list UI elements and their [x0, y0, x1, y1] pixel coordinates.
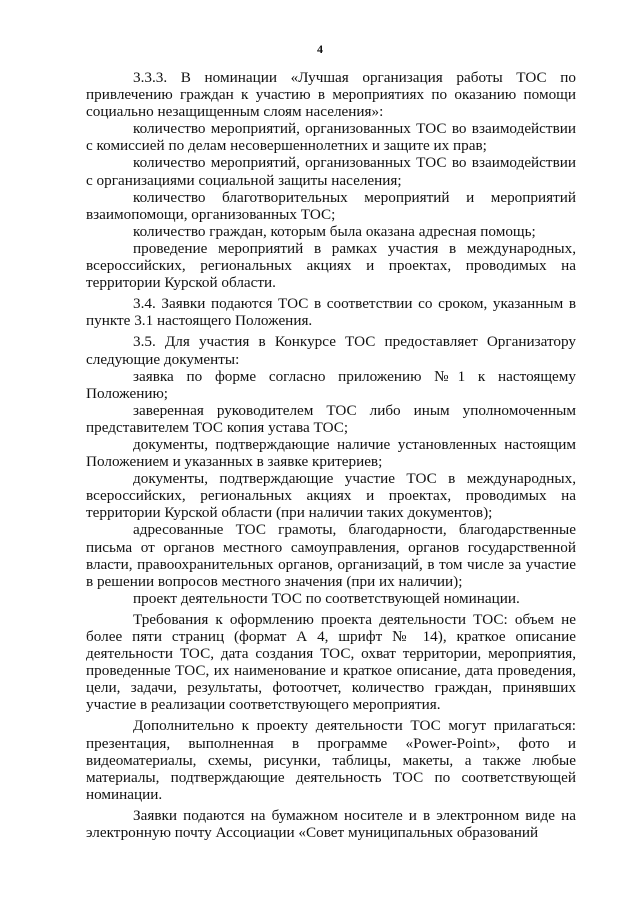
document-body [86, 69, 576, 841]
document-charter-copy: заверенная руководителем ТОС либо иным уполномоченным представителем ТОС копия устава ТОС; [86, 401, 576, 436]
criterion-social-protection-events: количество мероприятий, организованных ТОС во взаимодействии с организациями социальной защиты населения; [86, 154, 576, 189]
document-criteria-confirmation: документы, подтверждающие наличие установленных настоящим Положением и указанных в заявке критериев; [86, 435, 576, 471]
criterion-charity-events: количество благотворительных мероприятий и мероприятий взаимопомощи, организованных ТОС; [86, 188, 576, 223]
paragraph-3-3-3-nomination: 3.3.3. В номинации «Лучшая организация работы ТОС по привлечению граждан к участию в мероприятиях по оказанию помощи социально незащищенным слоям населения»: [86, 69, 576, 121]
page-number: 4 [317, 42, 323, 56]
document-project: проект деятельности ТОС по соответствующей номинации. [133, 589, 520, 607]
document-awards-letters: адресованные ТОС грамоты, благодарности, благодарственные письма от органов местного самоуправления, органов государственной власти, правоохранительных органов, организаций, в том числе за участие в решении вопросов местного значения (при их наличии); [86, 521, 576, 590]
criterion-campaigns-participation: проведение мероприятий в рамках участия в международных, всероссийских, региональных акциях и проектах, проводимых на территории Курской области. [86, 239, 576, 292]
document-participation-confirmation: документы, подтверждающие участие ТОС в международных, всероссийских, региональных акциях и проектах, проводимых на территории Курской области (при наличии таких документов); [86, 470, 576, 522]
document-application-form: заявка по форме согласно приложению №1 к настоящему Положению; [86, 367, 576, 402]
submission-method: Заявки подаются на бумажном носителе и в электронном виде на электронную почту Ассоциации «Совет муниципальных образований [86, 806, 576, 842]
project-additional-materials: Дополнительно к проекту деятельности ТОС могут прилагаться: презентация, выполненная в программе «Power-Point», фото и видеоматериалы, схемы, рисунки, таблицы, макеты, а также любые материалы, подтверждающие деятельность ТОС по соответствующей номинации. [86, 717, 576, 803]
criterion-targeted-help-count: количество граждан, которым была оказана адресная помощь; [133, 222, 536, 240]
criterion-minors-commission-events: количество мероприятий, организованных ТОС во взаимодействии с комиссией по делам несовершеннолетних и защите их прав; [86, 120, 576, 155]
paragraph-3-5-documents: 3.5. Для участия в Конкурсе ТОС предоставляет Организатору следующие документы: [86, 333, 576, 368]
paragraph-3-4-deadline: 3.4. Заявки подаются ТОС в соответствии со сроком, указанным в пункте 3.1 настоящего Положения. [86, 295, 576, 330]
project-requirements: Требования к оформлению проекта деятельности ТОС: объем не более пяти страниц (формат А 4, шрифт № 14), краткое описание деятельности ТОС, дата создания ТОС, охват территории, мероприятия, проведенные ТОС, их наименование и краткое описание, дата проведения, цели, задачи, результаты, фотоотчет, количество граждан, принявших участие в реализации соответствующего мероприятия. [86, 610, 576, 714]
